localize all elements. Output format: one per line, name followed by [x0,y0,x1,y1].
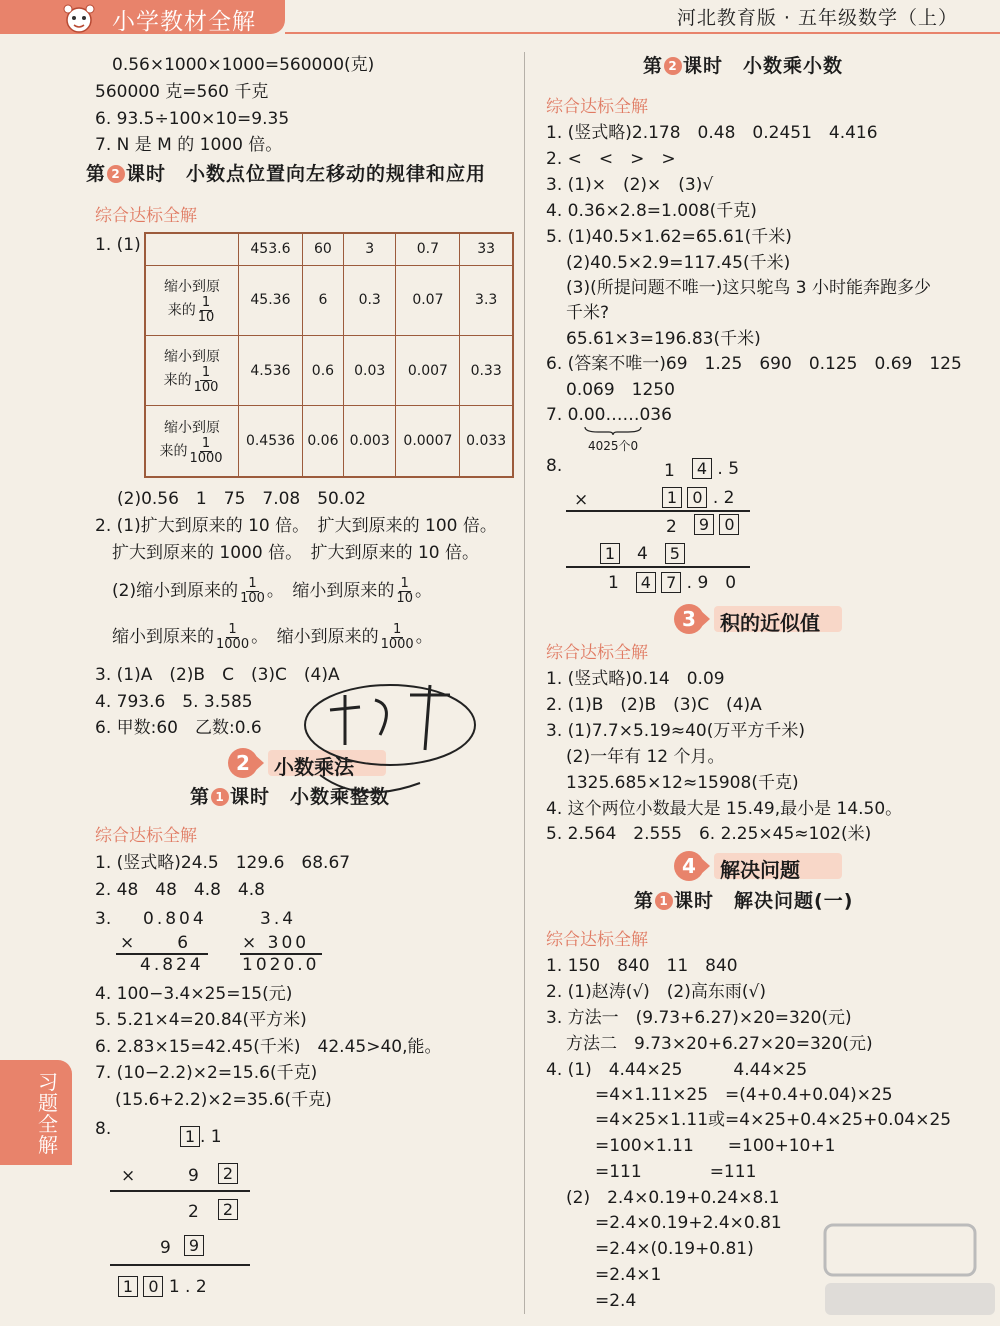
line: 7. N 是 M 的 1000 倍。 [95,135,283,155]
unit-banner: 2 小数乘法 [228,748,388,778]
line: 1. (竖式略)0.14 0.09 [546,669,725,689]
side-tab-label: 习题全解 [38,1070,58,1157]
header-rule [285,32,1000,34]
question-label: 1. (1) [95,235,141,255]
row-label: 缩小到原 来的 $\frac{1}{10}$ [145,265,239,335]
line: =2.4 [595,1291,637,1311]
line: 6. 甲数:60 乙数:0.6 [95,718,262,738]
line: 3. (1)× (2)× (3)√ [546,175,714,195]
line: (2)缩小到原来的 $\frac{1}{100}$ 。 缩小到原来的 $\frac{1}{10}$ 。 [112,575,432,606]
line: 6. 93.5÷100×10=9.35 [95,109,290,129]
row-label: 缩小到原 来的 $\frac{1}{1000}$ [145,406,239,477]
line: =4×1.11×25 =(4+0.4+0.04)×25 [595,1085,893,1105]
line: 4. 0.36×2.8=1.008(千克) [546,201,757,221]
section-subtitle: 综合达标全解 [546,643,648,663]
section-subtitle: 综合达标全解 [546,930,648,950]
lesson-heading: 第 2 课时 小数点位置向左移动的规律和应用 [86,163,487,185]
brace-icon [583,425,643,435]
line: (15.6+2.2)×2=35.6(千克) [115,1090,332,1110]
line: 千米? [566,303,610,323]
lesson-number-badge: 2 [107,165,125,183]
lesson-number-badge: 2 [664,57,682,75]
page-header [0,0,1000,40]
section-subtitle: 综合达标全解 [546,97,648,117]
line: (3)(所提问题不唯一)这只鸵鸟 3 小时能奔跑多少 [566,278,931,298]
book-title: 小学教材全解 [112,9,256,35]
unit-banner: 4 解决问题 [674,851,844,881]
watermark-logo-icon [815,1215,995,1320]
line: 5. 5.21×4=20.84(平方米) [95,1010,307,1030]
line: 扩大到原来的 1000 倍。 扩大到原来的 10 倍。 [112,543,480,563]
line: (2) 2.4×0.19+0.24×8.1 [566,1188,780,1208]
watermark-stamp-icon [300,665,480,815]
line: 6. (答案不唯一)69 1.25 690 0.125 0.69 125 [546,354,962,374]
line: 3. [95,909,112,929]
edition-label: 河北教育版 · 五年级数学（上） [676,7,958,29]
line: 4. (1) 4.44×25 4.44×25 [546,1060,808,1080]
line: 4. 100−3.4×25=15(元) [95,984,293,1004]
line: (2)一年有 12 个月。 [566,747,725,767]
line: =2.4×0.19+2.4×0.81 [595,1213,782,1233]
line: 2. 48 48 4.8 4.8 [95,880,265,900]
column-divider [524,52,525,1314]
scaling-table: 453.6 60 3 0.7 33 缩小到原 来的 $\frac{1}{10}$ 45.36 6 0.3 0.07 3.3 缩小到原 来的 $\frac{1}{100}$ 4.536 0.6 0.03 0.007 0.33 缩小到原 来的 $\frac{1}{1000}$ 0.4536 0.06 0.003 0.0007 0.033 [144,232,514,478]
mascot-logo-icon [58,2,100,36]
line: 3. 方法一 (9.73+6.27)×20=320(元) [546,1008,852,1028]
line: =4×25×1.11或=4×25+0.4×25+0.04×25 [595,1110,952,1130]
line: (2)0.56 1 75 7.08 50.02 [117,489,366,509]
lesson-number-badge: 1 [211,788,229,806]
line: =111 =111 [595,1162,757,1182]
line: 2. < < > > [546,149,676,169]
line: 2. (1)扩大到原来的 10 倍。 扩大到原来的 100 倍。 [95,516,497,536]
lesson-heading: 第 2 课时 小数乘小数 [643,55,844,77]
line: 65.61×3=196.83(千米) [566,329,761,349]
unit-banner: 3 积的近似值 [674,604,844,634]
line: 3. (1)A (2)B C (3)C (4)A [95,665,340,685]
row-label: 缩小到原 来的 $\frac{1}{100}$ [145,335,239,405]
section-subtitle: 综合达标全解 [95,206,197,226]
line: 0.069 1250 [566,380,675,400]
line: =100×1.11 =100+10+1 [595,1136,836,1156]
line: 5. (1)40.5×1.62=65.61(千米) [546,227,792,247]
line: 1. (竖式略)2.178 0.48 0.2451 4.416 [546,123,878,143]
line: 7. (10−2.2)×2=15.6(千克) [95,1063,318,1083]
line: =2.4×(0.19+0.81) [595,1239,754,1259]
section-subtitle: 综合达标全解 [95,826,197,846]
brace-note: 4025个0 [588,439,639,453]
line: 0.56×1000×1000=560000(克) [112,55,375,75]
line: 1. (竖式略)24.5 129.6 68.67 [95,853,351,873]
lesson-number-badge: 1 [655,892,673,910]
line: 4. 这个两位小数最大是 15.49,最小是 14.50。 [546,799,903,819]
line: 2. (1)B (2)B (3)C (4)A [546,695,762,715]
line: 8. [95,1119,112,1139]
line: 2. (1)赵涛(√) (2)高东雨(√) [546,982,766,1002]
line: 1. 150 840 11 840 [546,956,738,976]
line: 3. (1)7.7×5.19≈40(万平方千米) [546,721,805,741]
side-tab [0,1060,72,1165]
lesson-heading: 第 1 课时 小数乘整数 [190,786,391,808]
line: 1325.685×12≈15908(千克) [566,773,799,793]
line: 560000 克=560 千克 [95,82,269,102]
lesson-heading: 第 1 课时 解决问题(一) [634,890,854,912]
line: =2.4×1 [595,1265,662,1285]
line: 缩小到原来的 $\frac{1}{1000}$ 。 缩小到原来的 $\frac{1}{1000}$ 。 [112,621,433,652]
line: 6. 2.83×15=42.45(千米) 42.45>40,能。 [95,1037,442,1057]
line: 方法二 9.73×20+6.27×20=320(元) [566,1034,873,1054]
line: 4. 793.6 5. 3.585 [95,692,253,712]
line: (2)40.5×2.9=117.45(千米) [566,253,791,273]
line: 5. 2.564 2.555 6. 2.25×45≈102(米) [546,824,872,844]
line: 8. [546,456,563,476]
line: 7. 0.00……036 [546,405,672,425]
